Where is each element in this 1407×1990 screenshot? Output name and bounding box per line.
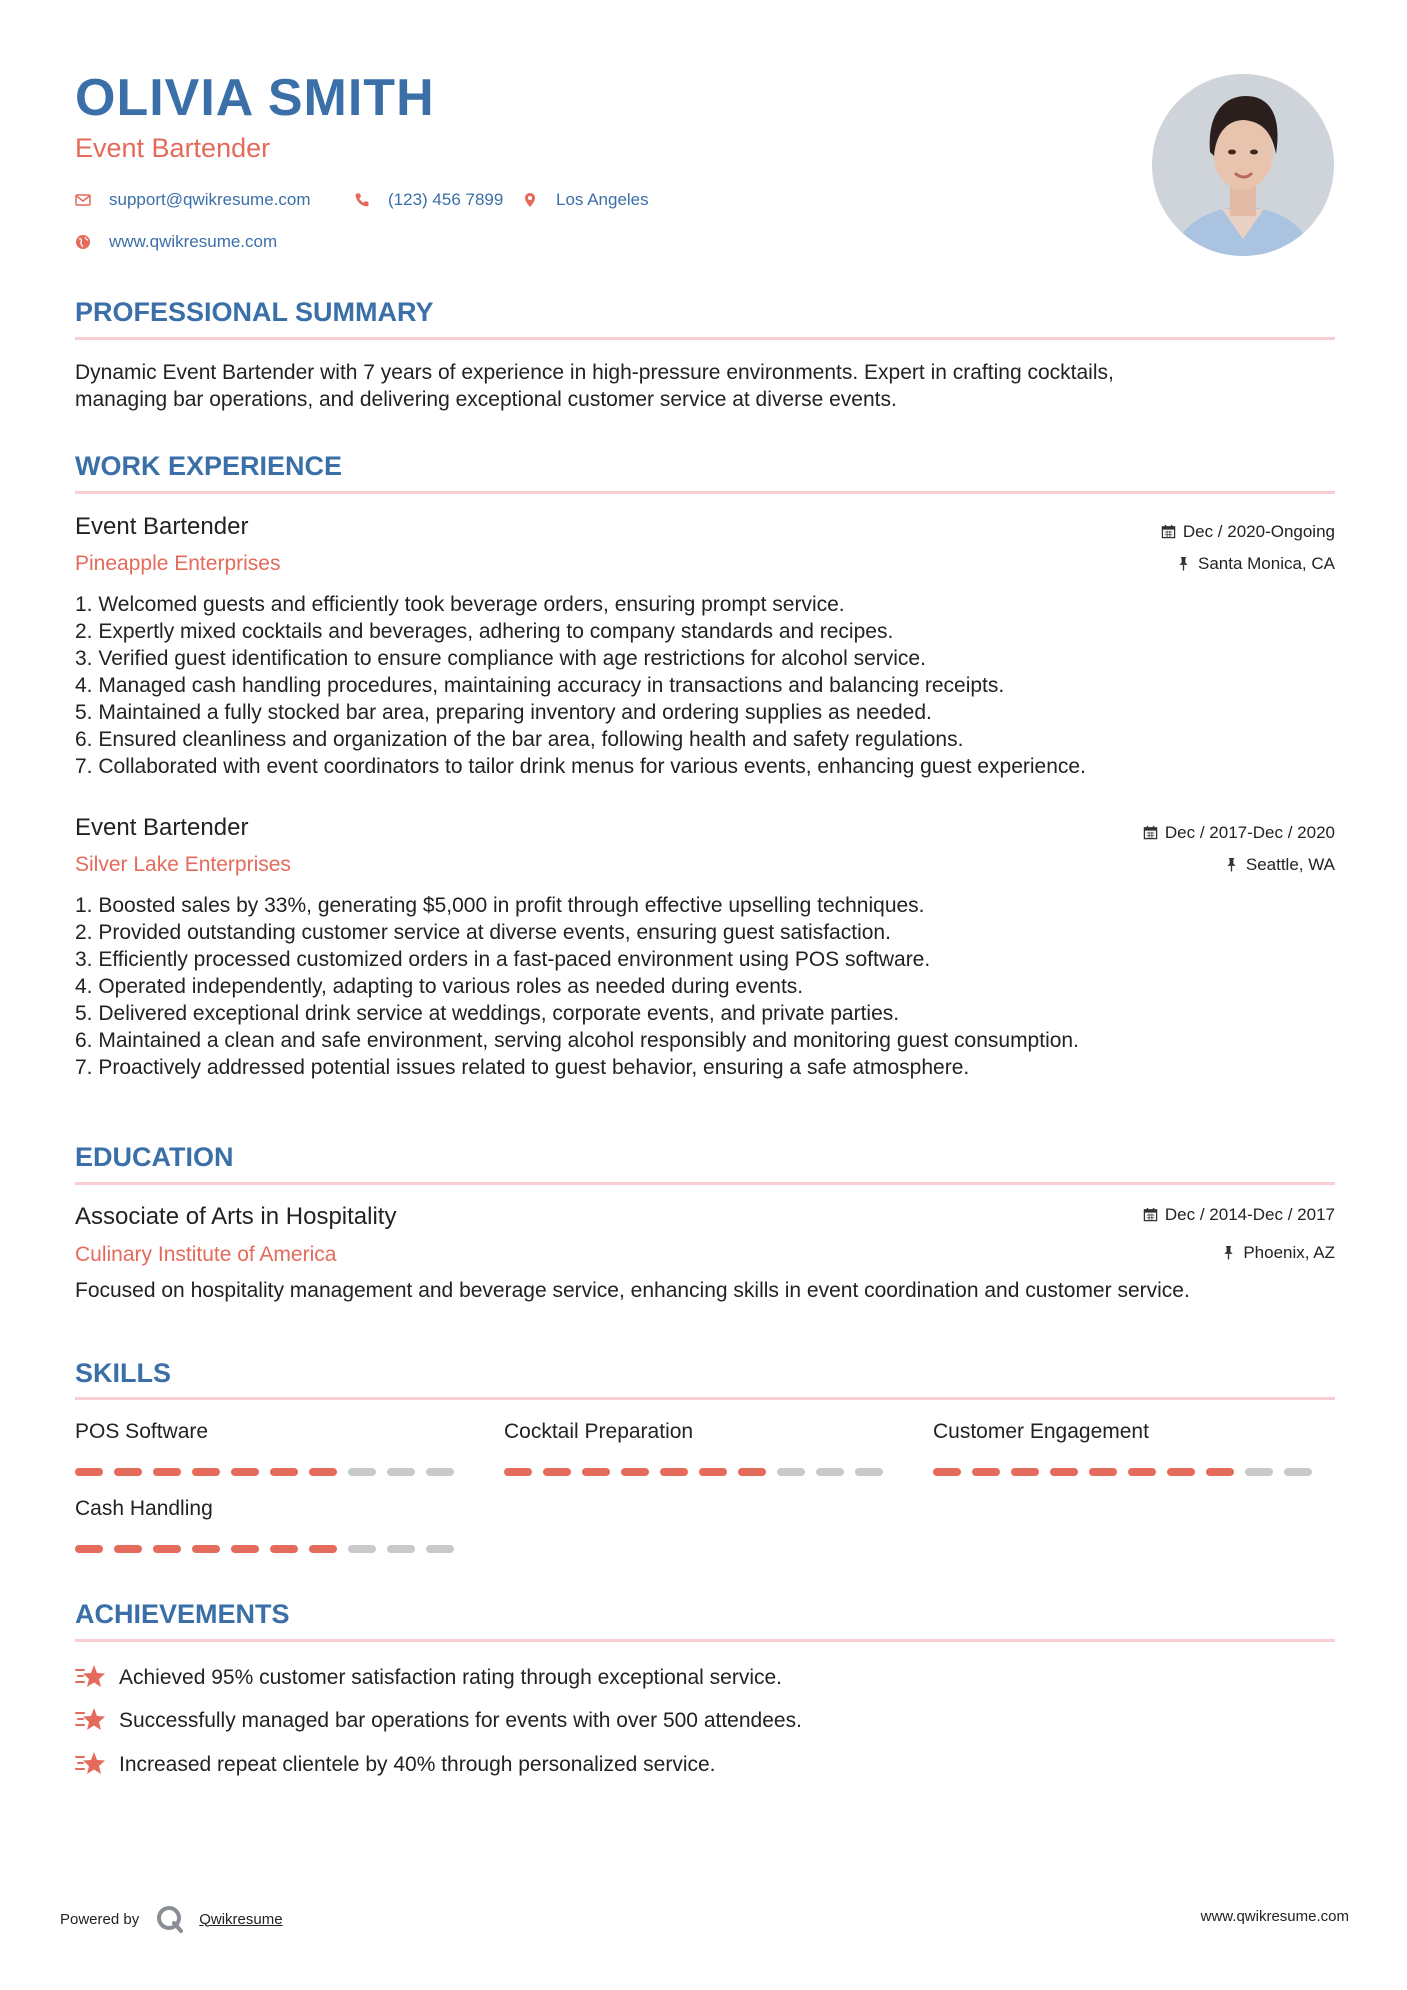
experience-divider — [75, 491, 1335, 494]
portrait-illustration — [1152, 74, 1334, 256]
list-item: 3. Verified guest identification to ensure compliance with age restrictions for alcohol service. — [75, 647, 926, 670]
skill-dash-filled — [309, 1468, 337, 1476]
job-2-location-text: Seattle, WA — [1245, 855, 1335, 874]
achievements-divider — [75, 1639, 1335, 1642]
experience-heading: WORK EXPERIENCE — [75, 451, 343, 481]
skill-dash-filled — [114, 1468, 142, 1476]
job-2-title: Event Bartender — [75, 814, 249, 841]
skill-dash-filled — [231, 1468, 259, 1476]
list-item: 2. Provided outstanding customer service at diverse events, ensuring guest satisfaction. — [75, 921, 891, 944]
job-1-title: Event Bartender — [75, 513, 249, 540]
achievement-item — [75, 1749, 716, 1779]
qwikresume-link[interactable]: Qwikresume — [199, 1910, 283, 1928]
summary-divider — [75, 337, 1335, 340]
skill-label-pos-software: POS Software — [75, 1420, 209, 1443]
list-item: 4. Operated independently, adapting to various roles as needed during events. — [75, 975, 804, 998]
list-item: 1. Boosted sales by 33%, generating $5,000 in profit through effective upselling techniques. — [75, 894, 925, 917]
education-description: Focused on hospitality management and beverage service, enhancing skills in event coordination and customer service. — [75, 1279, 1190, 1302]
contact-phone[interactable] — [354, 191, 503, 208]
location-text: Los Angeles — [556, 190, 649, 209]
footer-website[interactable]: www.qwikresume.com — [1200, 1908, 1349, 1925]
job-2-dates-text: Dec / 2017-Dec / 2020 — [1164, 823, 1335, 842]
skill-dash-filled — [699, 1468, 727, 1476]
skill-dash-filled — [504, 1468, 532, 1476]
skill-dash-empty — [426, 1468, 454, 1476]
skill-dash-filled — [1089, 1468, 1117, 1476]
phone-text: (123) 456 7899 — [388, 190, 504, 209]
skill-dash-empty — [348, 1468, 376, 1476]
candidate-role: Event Bartender — [75, 133, 271, 163]
email-text: support@qwikresume.com — [109, 190, 311, 209]
skill-dash-filled — [1167, 1468, 1195, 1476]
calendar-icon — [1143, 1207, 1158, 1222]
list-item: 6. Maintained a clean and safe environment, serving alcohol responsibly and monitoring guest consumption. — [75, 1029, 1079, 1052]
skill-dash-filled — [75, 1468, 103, 1476]
skill-dash-empty — [387, 1545, 415, 1553]
achievement-text: Increased repeat clientele by 40% through personalized service. — [119, 1752, 716, 1776]
job-2-company: Silver Lake Enterprises — [75, 853, 291, 876]
list-item: 5. Maintained a fully stocked bar area, preparing inventory and ordering supplies as needed. — [75, 701, 932, 724]
skill-dash-filled — [309, 1545, 337, 1553]
pushpin-icon — [1176, 556, 1191, 571]
skill-dash-empty — [1284, 1468, 1312, 1476]
shooting-star-icon — [75, 1705, 107, 1735]
skill-bar-cocktail-preparation — [504, 1468, 883, 1476]
skill-dash-empty — [777, 1468, 805, 1476]
skill-dash-filled — [192, 1468, 220, 1476]
education-divider — [75, 1182, 1335, 1185]
skill-bar-cash-handling — [75, 1545, 454, 1553]
skill-dash-filled — [582, 1468, 610, 1476]
skill-dash-empty — [816, 1468, 844, 1476]
skill-label-customer-engagement: Customer Engagement — [933, 1420, 1149, 1443]
skill-dash-empty — [855, 1468, 883, 1476]
contact-website[interactable] — [75, 233, 277, 250]
skills-divider — [75, 1397, 1335, 1400]
powered-by-label: Powered by — [60, 1910, 140, 1928]
skill-dash-filled — [933, 1468, 961, 1476]
skill-dash-filled — [972, 1468, 1000, 1476]
achievement-item — [75, 1662, 782, 1692]
phone-icon — [354, 192, 370, 208]
footer-powered-by — [60, 1904, 283, 1934]
shooting-star-icon — [75, 1662, 107, 1692]
job-2-responsibilities — [75, 892, 1345, 1081]
skill-dash-filled — [270, 1468, 298, 1476]
skill-dash-empty — [348, 1545, 376, 1553]
skill-dash-filled — [1128, 1468, 1156, 1476]
job-2-location — [1224, 856, 1335, 873]
skill-dash-empty — [387, 1468, 415, 1476]
job-1-dates — [1161, 523, 1335, 540]
calendar-icon — [1143, 825, 1158, 840]
list-item: 4. Managed cash handling procedures, maintaining accuracy in transactions and balancing receipts. — [75, 674, 1005, 697]
job-1-location-text: Santa Monica, CA — [1197, 554, 1335, 573]
achievement-text: Achieved 95% customer satisfaction rating through exceptional service. — [119, 1665, 783, 1689]
skill-dash-filled — [153, 1468, 181, 1476]
candidate-name: OLIVIA SMITH — [75, 69, 435, 127]
skill-dash-filled — [1011, 1468, 1039, 1476]
pushpin-icon — [1221, 1245, 1236, 1260]
education-location-text: Phoenix, AZ — [1243, 1243, 1335, 1262]
education-dates — [1143, 1206, 1335, 1223]
list-item: 1. Welcomed guests and efficiently took beverage orders, ensuring prompt service. — [75, 593, 845, 616]
globe-icon — [75, 234, 91, 250]
list-item: 5. Delivered exceptional drink service at weddings, corporate events, and private parties. — [75, 1002, 900, 1025]
envelope-icon — [75, 192, 91, 208]
calendar-icon — [1161, 524, 1176, 539]
skill-label-cocktail-preparation: Cocktail Preparation — [504, 1420, 694, 1443]
job-1-dates-text: Dec / 2020-Ongoing — [1182, 522, 1335, 541]
contact-email[interactable] — [75, 191, 311, 208]
website-text: www.qwikresume.com — [109, 232, 278, 251]
skill-dash-filled — [231, 1545, 259, 1553]
skill-dash-filled — [75, 1545, 103, 1553]
education-degree: Associate of Arts in Hospitality — [75, 1203, 397, 1230]
skill-dash-filled — [1050, 1468, 1078, 1476]
skill-dash-filled — [114, 1545, 142, 1553]
skill-dash-filled — [738, 1468, 766, 1476]
skill-bar-customer-engagement — [933, 1468, 1312, 1476]
skill-dash-filled — [660, 1468, 688, 1476]
summary-line-1: Dynamic Event Bartender with 7 years of experience in high-pressure environments. Expert in crafting cocktails, — [75, 361, 1114, 384]
qwikresume-logo-icon — [155, 1904, 185, 1934]
list-item: 3. Efficiently processed customized orders in a fast-paced environment using POS software. — [75, 948, 931, 971]
education-heading: EDUCATION — [75, 1142, 234, 1172]
skill-label-cash-handling: Cash Handling — [75, 1497, 213, 1520]
skill-dash-filled — [153, 1545, 181, 1553]
job-1-responsibilities — [75, 591, 1345, 780]
summary-line-2: managing bar operations, and delivering exceptional customer service at diverse events. — [75, 388, 897, 411]
list-item: 2. Expertly mixed cocktails and beverages, adhering to company standards and recipes. — [75, 620, 894, 643]
job-1-location — [1176, 555, 1335, 572]
skill-dash-filled — [621, 1468, 649, 1476]
job-2-dates — [1143, 824, 1335, 841]
pushpin-icon — [1224, 857, 1239, 872]
skill-dash-empty — [426, 1545, 454, 1553]
job-1-company: Pineapple Enterprises — [75, 552, 281, 575]
skill-dash-empty — [1245, 1468, 1273, 1476]
achievement-item — [75, 1705, 802, 1735]
shooting-star-icon — [75, 1749, 107, 1779]
skill-dash-filled — [1206, 1468, 1234, 1476]
skills-heading: SKILLS — [75, 1358, 172, 1388]
map-pin-icon — [522, 192, 538, 208]
profile-photo — [1152, 74, 1334, 256]
summary-text — [75, 359, 1345, 413]
contact-location — [522, 191, 649, 208]
skill-dash-filled — [270, 1545, 298, 1553]
achievement-text: Successfully managed bar operations for events with over 500 attendees. — [119, 1708, 802, 1732]
skill-dash-filled — [192, 1545, 220, 1553]
education-location — [1221, 1244, 1335, 1261]
list-item: 7. Proactively addressed potential issues related to guest behavior, ensuring a safe atmosphere. — [75, 1056, 970, 1079]
list-item: 7. Collaborated with event coordinators to tailor drink menus for various events, enhancing guest experience. — [75, 755, 1086, 778]
list-item: 6. Ensured cleanliness and organization of the bar area, following health and safety regulations. — [75, 728, 964, 751]
summary-heading: PROFESSIONAL SUMMARY — [75, 297, 434, 327]
education-school: Culinary Institute of America — [75, 1243, 337, 1266]
education-dates-text: Dec / 2014-Dec / 2017 — [1164, 1205, 1335, 1224]
skill-bar-pos-software — [75, 1468, 454, 1476]
skill-dash-filled — [543, 1468, 571, 1476]
achievements-heading: ACHIEVEMENTS — [75, 1599, 290, 1629]
